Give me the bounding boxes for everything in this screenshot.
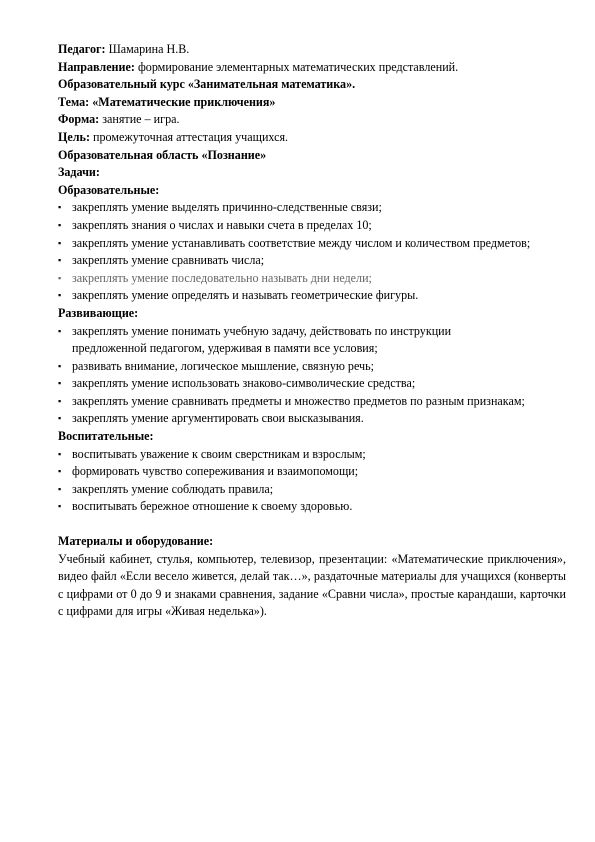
developmental-list [58,323,566,429]
bullet-icon: ▪ [58,360,62,371]
tasks-heading: Задачи: [58,165,100,180]
list-item: ▪ воспитывать бережное отношение к своему здоровью. [58,498,566,516]
section-spacer [58,516,566,533]
topic-value: «Математические приключения» [92,94,276,109]
bullet-icon: ▪ [58,483,62,494]
list-item: ▪ воспитывать уважение к своим сверстникам и взрослым; [58,446,566,464]
direction-line [58,59,566,77]
developmental-heading: Развивающие: [58,305,139,320]
bullet-icon: ▪ [58,202,62,213]
list-item: ▪ закреплять умение понимать учебную задачу, действовать по инструкции предложенной педагогом, удерживая в памяти все условия; [58,323,452,356]
list-item: ▪ развивать внимание, логическое мышление, связную речь; [58,358,566,376]
bullet-icon: ▪ [58,413,62,424]
materials-paragraph: Учебный кабинет, стулья, компьютер, телевизор, презентации: «Математические приключения», видео файл «Если весело живется, делай так…», раздаточные материалы для учащихся (конверты с цифрами от 0 до 9 и знаками сравнения, задание «Сравни числа», простые карандаши, карточки с цифрами для игры «Живая неделька»). [58,551,566,619]
bullet-icon: ▪ [58,501,62,512]
goal-value: промежуточная аттестация учащихся. [93,129,289,144]
upbringing-heading: Воспитательные: [58,429,154,444]
bullet-icon: ▪ [58,237,62,248]
bullet-icon: ▪ [58,378,62,389]
list-item: ▪ закреплять умение выделять причинно-следственные связи; [58,199,566,217]
educational-heading: Образовательные: [58,182,160,197]
area-line: Образовательная область «Познание» [58,147,267,162]
bullet-icon: ▪ [58,255,62,266]
topic-line [58,94,566,112]
list-item: ▪ закреплять знания о числах и навыки счета в пределах 10; [58,217,566,235]
bullet-icon: ▪ [58,325,62,336]
goal-line [58,129,566,147]
teacher-value: Шамарина Н.В. [108,42,190,56]
teacher-label: Педагог: [58,42,106,56]
document-body [58,41,566,621]
bullet-icon: ▪ [58,272,62,283]
bullet-icon: ▪ [58,395,62,406]
topic-label: Тема: [58,94,90,109]
form-line [58,111,566,129]
list-item: ▪ закреплять умение определять и называть геометрические фигуры. [58,287,566,305]
upbringing-list [58,446,566,516]
list-item: ▪ закреплять умение последовательно называть дни недели; [58,270,566,288]
bullet-icon: ▪ [58,290,62,301]
goal-label: Цель: [58,129,90,144]
bullet-icon: ▪ [58,219,62,230]
direction-value: формирование элементарных математических представлений. [137,59,459,74]
list-item: ▪ формировать чувство сопереживания и взаимопомощи; [58,463,566,481]
list-item: ▪ закреплять умение аргументировать свои высказывания. [58,410,566,428]
list-item: ▪ закреплять умение сравнивать предметы и множество предметов по разным признакам; [58,393,566,411]
form-label: Форма: [58,112,100,127]
direction-label: Направление: [58,59,135,74]
list-item: ▪ закреплять умение использовать знаково-символические средства; [58,375,566,393]
list-item: ▪ закреплять умение соблюдать правила; [58,481,566,499]
bullet-icon: ▪ [58,466,62,477]
list-item: ▪ закреплять умение сравнивать числа; [58,252,566,270]
bullet-icon: ▪ [58,448,62,459]
teacher-line [58,41,566,59]
course-line: Образовательный курс «Занимательная математика». [58,77,356,92]
list-item: ▪ закреплять умение устанавливать соответствие между числом и количеством предметов; [58,235,566,253]
materials-heading: Материалы и оборудование: [58,534,214,549]
educational-list [58,199,566,305]
form-value: занятие – игра. [102,112,180,127]
